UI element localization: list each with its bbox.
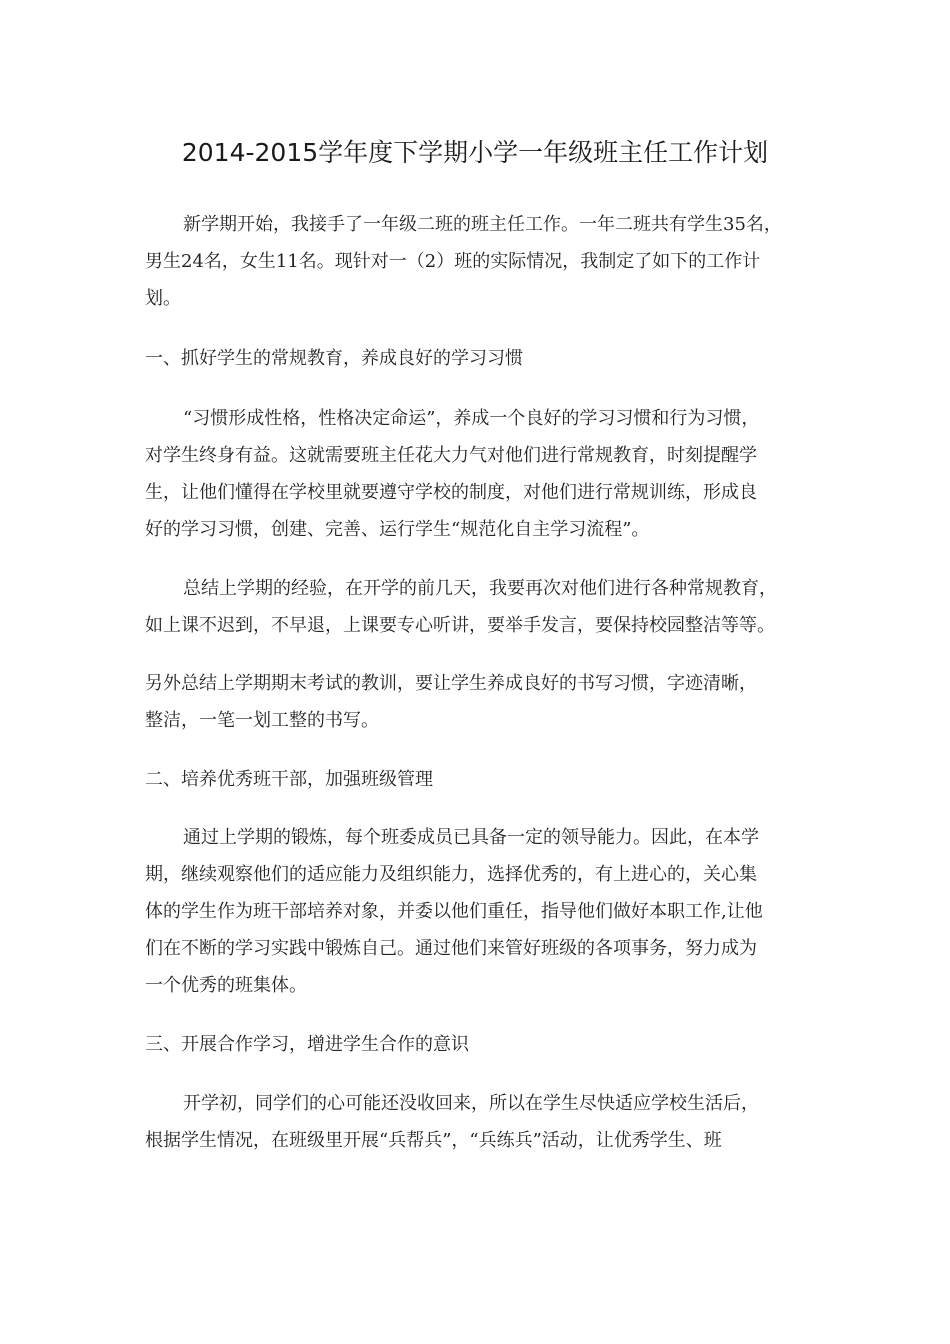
paragraph-line: 体的学生作为班干部培养对象，并委以他们重任，指导他们做好本职工作,让他 (145, 901, 763, 922)
paragraph-line: “习惯形成性格，性格决定命运”，养成一个良好的学习习惯和行为习惯， (183, 408, 760, 429)
paragraph-line: 根据学生情况，在班级里开展“兵帮兵”，“兵练兵”活动，让优秀学生、班 (145, 1130, 722, 1151)
paragraph-line: 们在不断的学习实践中锻炼自己。通过他们来管好班级的各项事务，努力成为 (145, 938, 757, 959)
paragraph-line: 对学生终身有益。这就需要班主任花大力气对他们进行常规教育，时刻提醒学 (145, 445, 757, 466)
section-heading-3: 三、开展合作学习，增进学生合作的意识 (145, 1034, 469, 1055)
section-heading-2: 二、培养优秀班干部，加强班级管理 (145, 769, 433, 790)
paragraph-line: 新学期开始，我接手了一年级二班的班主任工作。一年二班共有学生35名， (183, 214, 782, 235)
paragraph-line: 好的学习习惯，创建、完善、运行学生“规范化自主学习流程”。 (145, 519, 650, 540)
paragraph-line: 通过上学期的锻炼，每个班委成员已具备一定的领导能力。因此，在本学 (183, 827, 759, 848)
paragraph-line: 开学初，同学们的心可能还没收回来，所以在学生尽快适应学校生活后， (183, 1093, 759, 1114)
paragraph-line: 另外总结上学期期末考试的教训，要让学生养成良好的书写习惯，字迹清晰， (145, 673, 757, 694)
paragraph-line: 划。 (145, 288, 181, 309)
section-heading-1: 一、抓好学生的常规教育，养成良好的学习习惯 (145, 348, 523, 369)
paragraph-line: 男生24名，女生11名。现针对一（2）班的实际情况，我制定了如下的工作计 (145, 251, 761, 272)
paragraph-line: 整洁，一笔一划工整的书写。 (145, 710, 379, 731)
paragraph-line: 期，继续观察他们的适应能力及组织能力，选择优秀的，有上进心的，关心集 (145, 864, 757, 885)
document-title: 2014-2015学年度下学期小学一年级班主任工作计划 (181, 138, 769, 167)
paragraph-line: 如上课不迟到，不早退，上课要专心听讲，要举手发言，要保持校园整洁等等。 (145, 615, 775, 636)
paragraph-line: 总结上学期的经验，在开学的前几天，我要再次对他们进行各种常规教育， (183, 578, 777, 599)
paragraph-line: 生，让他们懂得在学校里就要遵守学校的制度，对他们进行常规训练，形成良 (145, 482, 757, 503)
paragraph-line: 一个优秀的班集体。 (145, 975, 307, 996)
